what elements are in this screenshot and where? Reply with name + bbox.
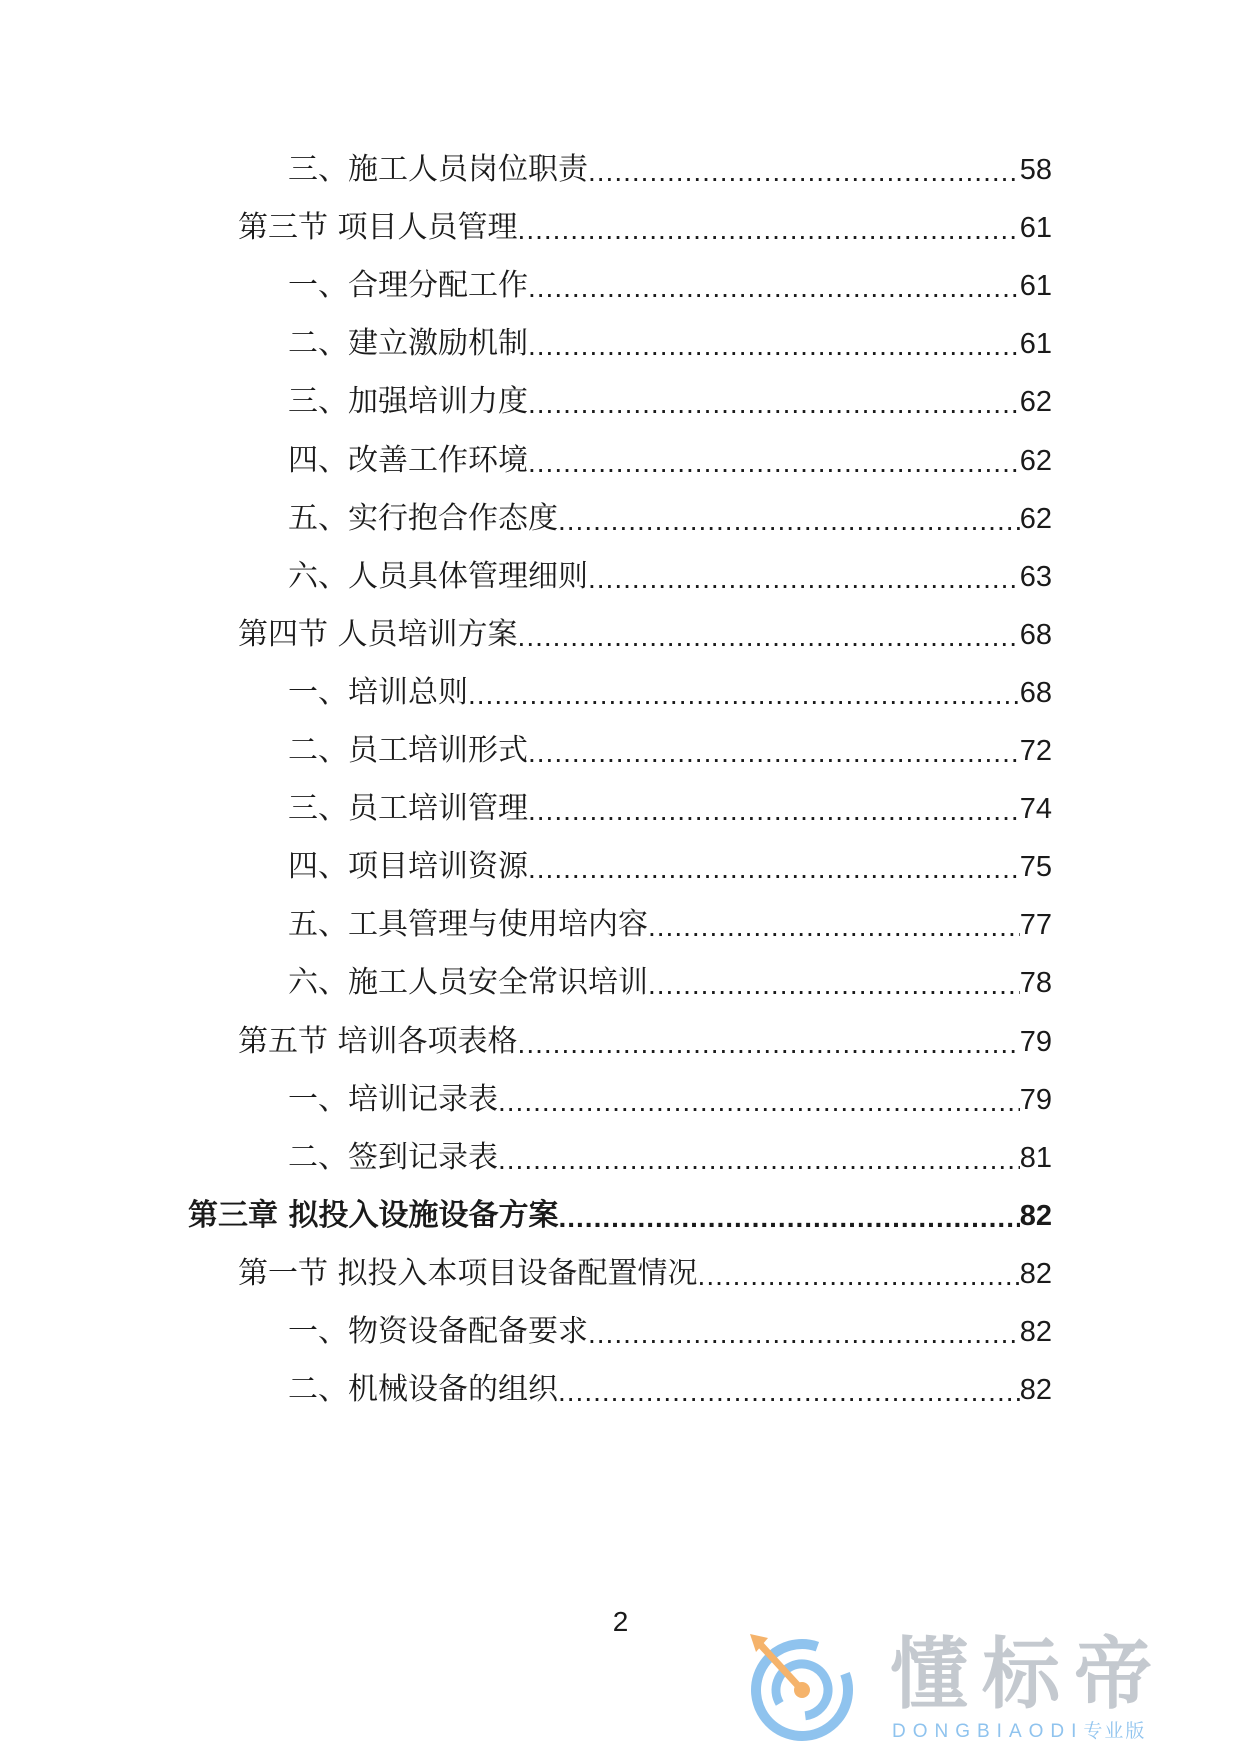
toc-entry-page: 72 bbox=[1019, 735, 1052, 767]
toc-dot-leader bbox=[588, 559, 1020, 599]
toc-entry-page: 77 bbox=[1019, 909, 1052, 942]
toc-dot-leader bbox=[588, 152, 1020, 192]
toc-entry[interactable] bbox=[288, 845, 1052, 889]
toc-dot-leader bbox=[528, 791, 1020, 831]
toc-entry-page: 63 bbox=[1019, 560, 1052, 593]
toc-dot-leader bbox=[528, 384, 1020, 424]
toc-dot-leader bbox=[498, 1082, 1020, 1122]
toc-dot-leader bbox=[698, 1256, 1020, 1296]
toc-entry-title: 四、改善工作环境 bbox=[288, 442, 528, 478]
toc-dot-leader bbox=[588, 1314, 1020, 1354]
toc-entry[interactable] bbox=[288, 1078, 1052, 1122]
toc-dot-leader bbox=[648, 965, 1020, 1005]
toc-dot-leader bbox=[468, 675, 1020, 715]
toc-entry[interactable] bbox=[238, 613, 1052, 657]
toc-entry-page: 79 bbox=[1019, 1025, 1052, 1058]
toc-dot-leader bbox=[528, 326, 1020, 366]
watermark-subtitle bbox=[892, 1718, 1146, 1745]
toc-dot-leader bbox=[518, 617, 1020, 657]
toc-entry-title: 六、施工人员安全常识培训 bbox=[288, 965, 648, 1001]
toc-entry[interactable] bbox=[288, 148, 1052, 192]
toc-entry[interactable] bbox=[238, 1020, 1052, 1064]
toc-dot-leader bbox=[558, 501, 1020, 541]
toc-entry-title: 五、实行抱合作态度 bbox=[288, 500, 558, 536]
toc-dot-leader bbox=[528, 268, 1020, 308]
toc-entry[interactable] bbox=[288, 497, 1052, 541]
toc-entry-page: 68 bbox=[1019, 618, 1052, 651]
toc-entry-page: 58 bbox=[1019, 154, 1052, 186]
toc-dot-leader bbox=[518, 1024, 1020, 1064]
toc-entry[interactable] bbox=[288, 1368, 1052, 1412]
toc-entry-page: 74 bbox=[1019, 793, 1052, 826]
toc-dot-leader bbox=[558, 1372, 1020, 1412]
toc-entry-title: 一、合理分配工作 bbox=[288, 268, 528, 304]
toc-entry-page: 62 bbox=[1019, 386, 1052, 419]
toc-entry[interactable] bbox=[288, 322, 1052, 366]
toc-entry[interactable] bbox=[288, 439, 1052, 483]
toc-entry[interactable] bbox=[288, 787, 1052, 831]
toc-entry-page: 62 bbox=[1019, 502, 1052, 535]
target-logo-icon bbox=[742, 1628, 862, 1748]
toc-entry-page: 82 bbox=[1019, 1316, 1052, 1348]
toc-entry[interactable] bbox=[288, 961, 1052, 1005]
toc-entry-title: 五、工具管理与使用培内容 bbox=[288, 907, 648, 943]
toc-entry-title: 一、培训记录表 bbox=[288, 1081, 498, 1117]
toc-entry-title: 第三章 拟投入设施设备方案 bbox=[188, 1197, 559, 1233]
watermark-brand: 懂标帝 bbox=[890, 1630, 1167, 1720]
toc-entry-page: 61 bbox=[1019, 212, 1052, 245]
toc-entry-title: 三、加强培训力度 bbox=[288, 384, 528, 420]
toc-entry-title: 三、员工培训管理 bbox=[288, 791, 528, 827]
toc-entry[interactable] bbox=[288, 1136, 1052, 1180]
toc-entry-page: 68 bbox=[1019, 676, 1052, 709]
toc-dot-leader bbox=[528, 733, 1020, 773]
toc-entry-page: 75 bbox=[1019, 851, 1052, 884]
toc-entry[interactable] bbox=[288, 380, 1052, 424]
toc-entry-title: 六、人员具体管理细则 bbox=[288, 558, 588, 594]
toc-entry-page: 82 bbox=[1019, 1374, 1052, 1407]
watermark-edition: 专业版 bbox=[1083, 1720, 1147, 1742]
toc-entry-title: 二、员工培训形式 bbox=[288, 733, 528, 768]
toc-entry-title: 一、物资设备配备要求 bbox=[288, 1314, 588, 1349]
toc-entry-page: 61 bbox=[1019, 270, 1052, 303]
watermark bbox=[742, 1628, 1222, 1748]
toc-dot-leader bbox=[498, 1140, 1020, 1180]
toc-entry-title: 第三节 项目人员管理 bbox=[238, 210, 518, 246]
toc-entry-title: 二、机械设备的组织 bbox=[288, 1372, 558, 1408]
toc-entry[interactable] bbox=[288, 903, 1052, 947]
toc-dot-leader bbox=[648, 907, 1020, 947]
toc-dot-leader bbox=[528, 849, 1020, 889]
toc-entry-title: 四、项目培训资源 bbox=[288, 849, 528, 885]
toc-entry-title: 第五节 培训各项表格 bbox=[238, 1023, 518, 1059]
toc-entry[interactable] bbox=[288, 729, 1052, 773]
toc-entry-page: 78 bbox=[1019, 967, 1052, 1000]
toc-dot-leader bbox=[558, 1198, 1019, 1238]
watermark-latin: DONGBIAODI bbox=[892, 1721, 1084, 1742]
toc-entry[interactable] bbox=[238, 206, 1052, 250]
toc-entry-page: 82 bbox=[1019, 1199, 1052, 1232]
toc-entry[interactable] bbox=[288, 264, 1052, 308]
toc-entry-title: 二、签到记录表 bbox=[288, 1139, 498, 1175]
toc-entry[interactable] bbox=[288, 1310, 1052, 1354]
toc-entry-title: 一、培训总则 bbox=[288, 674, 468, 710]
toc-entry-title: 第一节 拟投入本项目设备配置情况 bbox=[238, 1255, 698, 1291]
toc-entry-page: 79 bbox=[1019, 1083, 1052, 1116]
toc-entry-page: 81 bbox=[1019, 1141, 1052, 1174]
toc-entry[interactable] bbox=[288, 671, 1052, 715]
toc-entry-page: 82 bbox=[1019, 1257, 1052, 1290]
toc-entry[interactable] bbox=[288, 555, 1052, 599]
toc-entry-page: 61 bbox=[1019, 328, 1052, 361]
toc-dot-leader bbox=[518, 210, 1020, 250]
toc-entry-title: 二、建立激励机制 bbox=[288, 326, 528, 362]
toc-entry[interactable] bbox=[238, 1252, 1052, 1296]
page-number: 2 bbox=[612, 1606, 629, 1637]
toc-entry-title: 第四节 人员培训方案 bbox=[238, 616, 518, 652]
toc-entry-title: 三、施工人员岗位职责 bbox=[288, 152, 588, 187]
toc-entry[interactable] bbox=[188, 1194, 1052, 1238]
toc-dot-leader bbox=[528, 443, 1020, 483]
toc-entry-page: 62 bbox=[1019, 444, 1052, 477]
